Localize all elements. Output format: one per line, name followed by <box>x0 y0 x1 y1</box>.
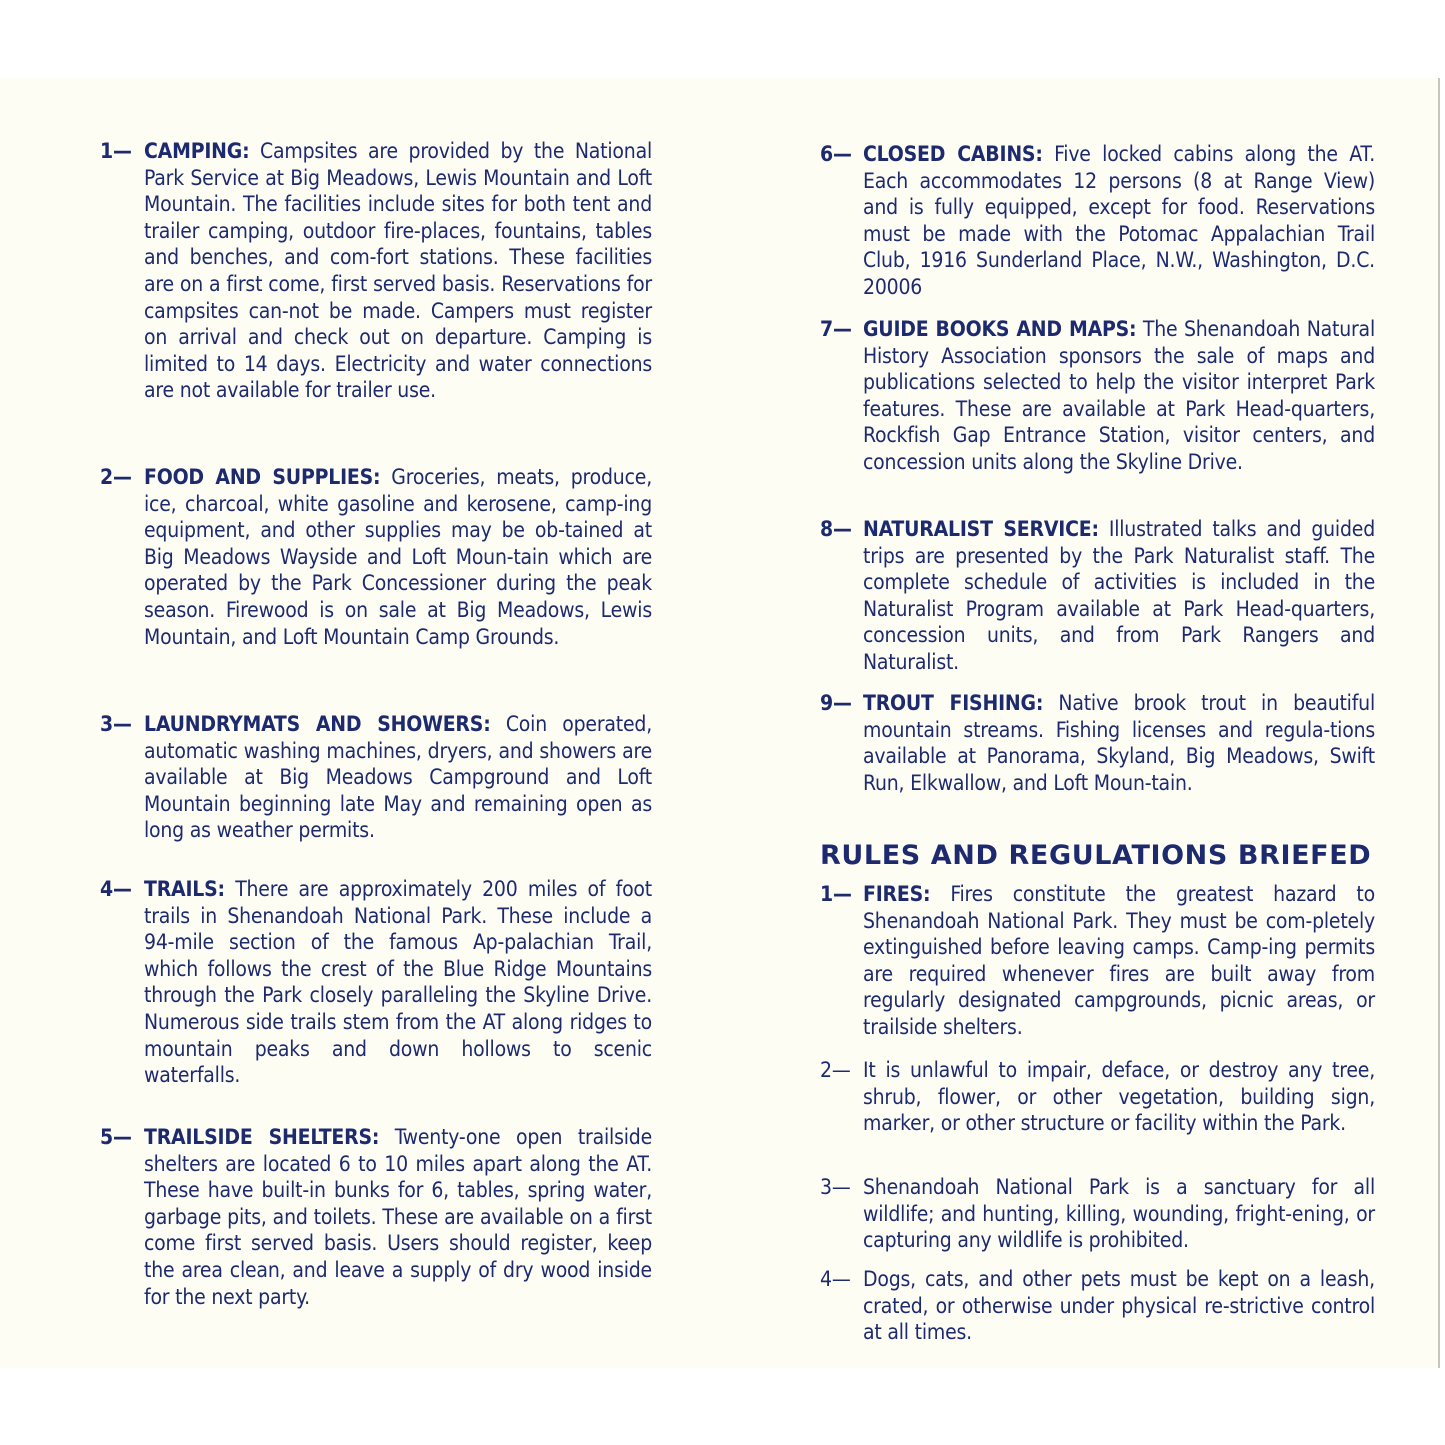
item-body: Fires constitute the greatest hazard to Shenandoah National Park. They must be com-pletely extinguished before leaving camps. Camp-ing permits are required whenever fires are built away from regularly designated campgrounds, picnic areas, or trailside shelters. <box>863 882 1375 1039</box>
item-guide-books <box>820 316 1375 476</box>
item-number: 2— <box>820 1058 851 1082</box>
item-body: Campsites are provided by the National Park Service at Big Meadows, Lewis Mountain and Loft Mountain. The facilities include sites for both tent and trailer camping, outdoor fire-places, fountains, tables and benches, and com-fort stations. These facilities are on a first come, first served basis. Reservations for campsites can-not be made. Campers must register on arrival and check out on departure. Camping is limited to 14 days. Electricity and water connections are not available for trailer use. <box>144 139 652 403</box>
item-body: Native brook trout in beautiful mountain streams. Fishing licenses and regula-tions available at Panorama, Skyland, Big Meadows, Swift Run, Elkwallow, and Loft Moun-tain. <box>863 691 1376 795</box>
item-trailside-shelters <box>100 1124 652 1310</box>
item-number: 2— <box>100 465 132 489</box>
item-heading: CLOSED CABINS: <box>863 142 1043 166</box>
item-number: 7— <box>820 317 852 341</box>
item-heading: CAMPING: <box>144 139 250 163</box>
item-closed-cabins <box>820 141 1375 301</box>
rule-vegetation <box>820 1057 1375 1137</box>
brochure-page <box>0 78 1440 1368</box>
item-number: 9— <box>820 691 852 715</box>
item-body: Groceries, meats, produce, ice, charcoal, white gasoline and kerosene, camp-ing equipment, and other supplies may be ob-tained at Big Meadows Wayside and Loft Moun-tain which are operated by the Park Concessioner during the peak season. Firewood is on sale at Big Meadows, Lewis Mountain, and Loft Mountain Camp Grounds. <box>144 465 652 649</box>
item-number: 1— <box>820 882 852 906</box>
item-number: 6— <box>820 142 852 166</box>
item-body: It is unlawful to impair, deface, or destroy any tree, shrub, flower, or other vegetation, building sign, marker, or other structure or facility within the Park. <box>863 1058 1375 1136</box>
item-number: 3— <box>820 1175 851 1199</box>
item-naturalist-service <box>820 516 1375 676</box>
item-body: Shenandoah National Park is a sanctuary for all wildlife; and hunting, killing, wounding, fright-ening, or capturing any wildlife is prohibited. <box>863 1175 1375 1253</box>
item-body: Twenty-one open trailside shelters are located 6 to 10 miles apart along the AT. These have built-in bunks for 6, tables, spring water, garbage pits, and toilets. These are available on a first come first served basis. Users should register, keep the area clean, and leave a supply of dry wood inside for the next party. <box>144 1125 652 1309</box>
item-heading: NATURALIST SERVICE: <box>863 517 1099 541</box>
item-number: 1— <box>100 139 132 163</box>
rules-heading: RULES AND REGULATIONS BRIEFED <box>820 840 1372 871</box>
item-number: 4— <box>100 877 132 901</box>
item-camping <box>100 138 652 404</box>
item-heading: FOOD AND SUPPLIES: <box>144 465 381 489</box>
item-heading: TRAILS: <box>144 877 225 901</box>
item-number: 5— <box>100 1125 132 1149</box>
rule-wildlife <box>820 1174 1375 1254</box>
item-food-and-supplies <box>100 464 652 650</box>
item-body: The Shenandoah Natural History Association sponsors the sale of maps and publications selected to help the visitor interpret Park features. These are available at Park Head-quarters, Rockfish Gap Entrance Station, visitor centers, and concession units along the Skyline Drive. <box>863 317 1375 474</box>
item-number: 8— <box>820 517 852 541</box>
item-heading: LAUNDRYMATS AND SHOWERS: <box>144 712 491 736</box>
rule-pets <box>820 1266 1375 1346</box>
item-body: Coin operated, automatic washing machines, dryers, and showers are available at Big Meadows Campground and Loft Mountain beginning late May and remaining open as long as weather permits. <box>144 712 652 843</box>
item-heading: TROUT FISHING: <box>863 691 1044 715</box>
item-body: There are approximately 200 miles of foot trails in Shenandoah National Park. These include a 94-mile section of the famous Ap-palachian Trail, which follows the crest of the Blue Ridge Mountains through the Park closely paralleling the Skyline Drive. Numerous side trails stem from the AT along ridges to mountain peaks and down hollows to scenic waterfalls. <box>144 877 652 1088</box>
item-body: Dogs, cats, and other pets must be kept on a leash, crated, or otherwise under physical re-strictive control at all times. <box>863 1267 1375 1345</box>
item-body: Illustrated talks and guided trips are presented by the Park Naturalist staff. The complete schedule of activities is included in the Naturalist Program available at Park Head-quarters, concession units, and from Park Rangers and Naturalist. <box>863 517 1375 674</box>
item-body: Five locked cabins along the AT. Each accommodates 12 persons (8 at Range View) and is fully equipped, except for food. Reservations must be made with the Potomac Appalachian Trail Club, 1916 Sunderland Place, N.W., Washington, D.C. 20006 <box>863 142 1375 299</box>
rule-fires <box>820 881 1375 1041</box>
item-laundrymats <box>100 711 652 844</box>
item-heading: FIRES: <box>863 882 931 906</box>
item-trails <box>100 876 652 1089</box>
item-heading: TRAILSIDE SHELTERS: <box>144 1125 380 1149</box>
item-trout-fishing <box>820 690 1375 796</box>
item-heading: GUIDE BOOKS AND MAPS: <box>863 317 1137 341</box>
item-number: 3— <box>100 712 132 736</box>
item-number: 4— <box>820 1267 851 1291</box>
